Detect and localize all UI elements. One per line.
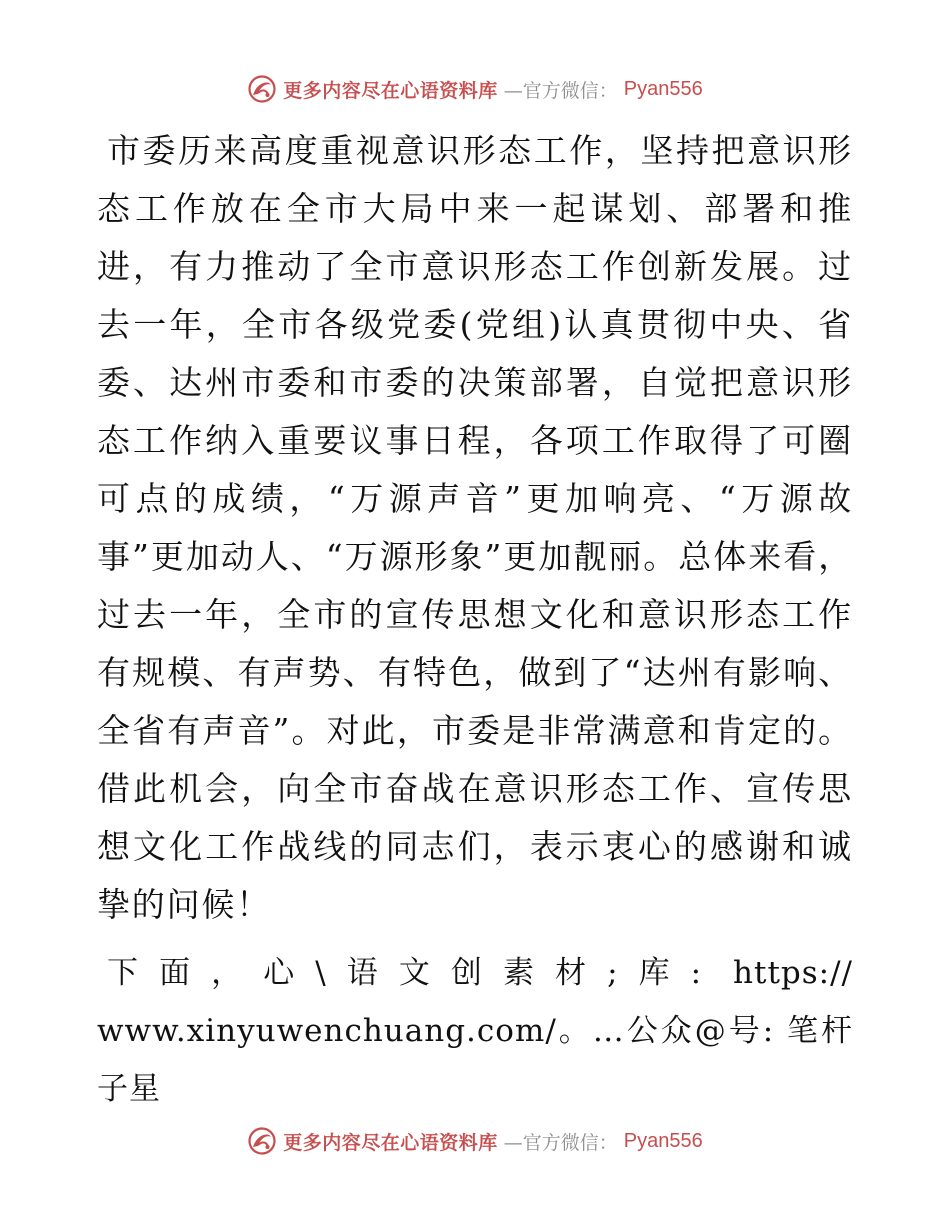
banner-site-name: 更多内容尽在心语资料库	[283, 1131, 498, 1154]
banner-wechat-label: —官方微信：	[503, 1131, 618, 1154]
brand-logo-icon	[247, 74, 277, 104]
banner-wechat-id: Pyan556	[623, 77, 703, 100]
banner-site-name: 更多内容尽在心语资料库	[283, 79, 498, 102]
document-body	[97, 122, 853, 1118]
footer-watermark-banner	[0, 1124, 950, 1158]
source-note-paragraph: 下面，心\语文创素材;库: https:// www.xinyuwenchuang.com/。…公众@号: 笔杆子星	[97, 955, 853, 1107]
main-paragraph: 市委历来高度重视意识形态工作，坚持把意识形态工作放在全市大局中来一起谋划、部署和推进，有力推动了全市意识形态工作创新发展。过去一年，全市各级党委(党组)认真贯彻中央、省委、达州市委和市委的决策部署，自觉把意识形态工作纳入重要议事日程，各项工作取得了可圈可点的成绩，“万源声音”更加响亮、“万源故事”更加动人、“万源形象”更加靓丽。总体来看，过去一年，全市的宣传思想文化和意识形态工作有规模、有声势、有特色，做到了“达州有影响、全省有声音”。对此，市委是非常满意和肯定的。借此机会，向全市奋战在意识形态工作、宣传思想文化工作战线的同志们，表示衷心的感谢和诚挚的问候！	[97, 131, 853, 924]
banner-wechat-label: —官方微信：	[503, 79, 618, 102]
banner-wechat-id: Pyan556	[623, 1129, 703, 1152]
brand-logo-icon	[247, 1126, 277, 1156]
header-watermark-banner	[0, 72, 950, 106]
